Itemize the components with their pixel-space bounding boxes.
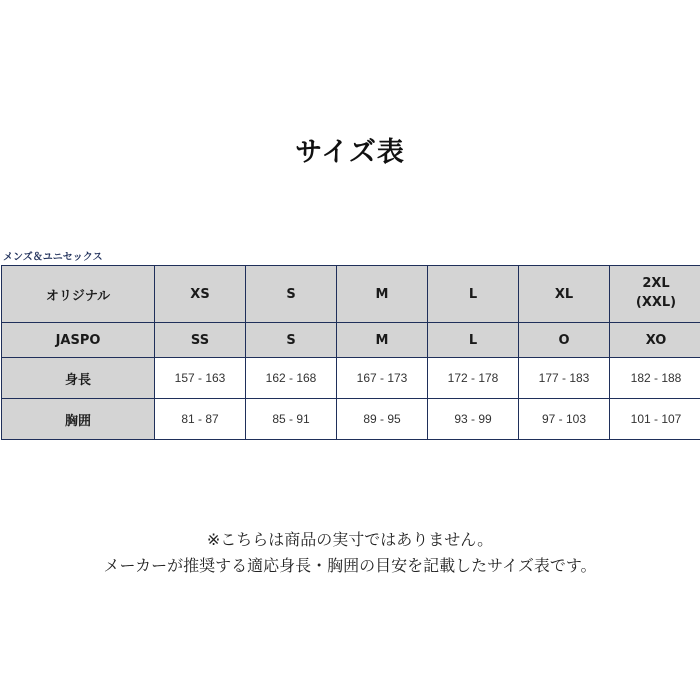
table-cell: L bbox=[428, 323, 519, 358]
table-cell: 157 - 163 bbox=[155, 358, 246, 399]
size-table bbox=[1, 265, 700, 440]
row-label-original: オリジナル bbox=[2, 266, 155, 323]
section-label: メンズ＆ユニセックス bbox=[3, 252, 103, 263]
table-row-height bbox=[2, 358, 700, 399]
table-cell: 182 - 188 bbox=[610, 358, 700, 399]
header-cell: S bbox=[246, 266, 337, 323]
table-cell: 101 - 107 bbox=[610, 399, 700, 440]
table-cell: 162 - 168 bbox=[246, 358, 337, 399]
table-cell: 167 - 173 bbox=[337, 358, 428, 399]
note-line-2: メーカーが推奨する適応身長・胸囲の目安を記載したサイズ表です。 bbox=[103, 556, 597, 575]
table-cell: O bbox=[519, 323, 610, 358]
header-cell: L bbox=[428, 266, 519, 323]
table-row-original bbox=[2, 266, 700, 323]
header-cell: XL bbox=[519, 266, 610, 323]
row-label-height: 身長 bbox=[2, 358, 155, 399]
table-cell: S bbox=[246, 323, 337, 358]
table-row-chest bbox=[2, 399, 700, 440]
table-row-jaspo bbox=[2, 323, 700, 358]
row-label-chest: 胸囲 bbox=[2, 399, 155, 440]
row-label-jaspo: JASPO bbox=[2, 323, 155, 358]
table-cell: 93 - 99 bbox=[428, 399, 519, 440]
table-cell: 89 - 95 bbox=[337, 399, 428, 440]
table-cell: 85 - 91 bbox=[246, 399, 337, 440]
header-cell: M bbox=[337, 266, 428, 323]
table-cell: SS bbox=[155, 323, 246, 358]
page-title: サイズ表 bbox=[295, 137, 405, 168]
table-cell: 97 - 103 bbox=[519, 399, 610, 440]
note-line-1: ※こちらは商品の実寸ではありません。 bbox=[206, 530, 494, 549]
table-cell: 172 - 178 bbox=[428, 358, 519, 399]
table-cell: M bbox=[337, 323, 428, 358]
table-cell: XO bbox=[610, 323, 700, 358]
table-cell: 81 - 87 bbox=[155, 399, 246, 440]
header-cell-2xl: 2XL (XXL) bbox=[610, 266, 700, 323]
table-cell: 177 - 183 bbox=[519, 358, 610, 399]
header-cell: XS bbox=[155, 266, 246, 323]
